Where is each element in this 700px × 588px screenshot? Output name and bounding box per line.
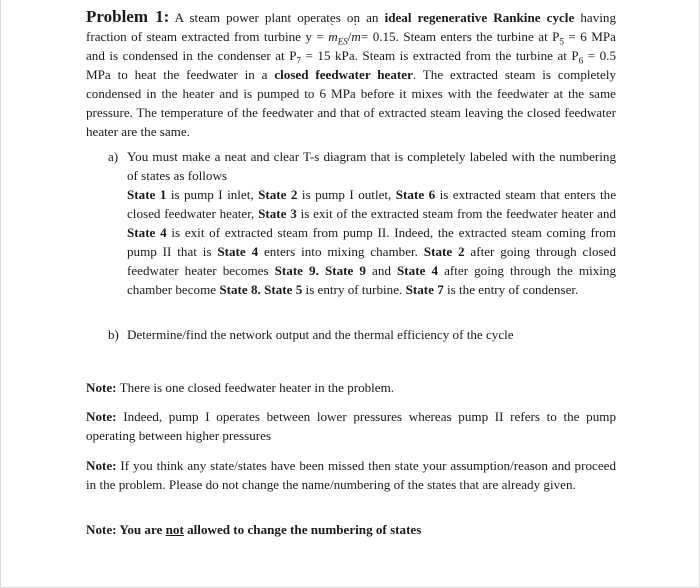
bold-text: State 7 (405, 282, 444, 297)
subscript: ES (337, 36, 348, 47)
page-border-left (0, 0, 1, 588)
question-a-label: a) (108, 149, 119, 164)
bold-text: closed feedwater heater (274, 67, 413, 82)
bold-text: ideal regenerative Rankine cycle (384, 10, 575, 25)
note-2 (86, 407, 616, 445)
note-label: Note: (86, 380, 117, 395)
text: enters into mixing chamber. (258, 244, 424, 259)
subscript: 5 (559, 36, 564, 47)
bold-text: State 2 (258, 187, 298, 202)
text: . The extracted steam is completely condensed in the heater and is pumped to 6 MPa before it mixes with the feedwater at the same pressure. The temperature of the feedwater and that of extracted steam leaving the closed feedwater heater are the same. (86, 67, 617, 139)
text: is extracted steam that enters the closed feedwater heater, (127, 187, 617, 221)
text: is exit of the extracted steam from the feedwater heater and (296, 206, 617, 221)
text: = 15 kPa. Steam is extracted from the turbine at P (300, 48, 579, 63)
bold-text: State 1 (127, 187, 167, 202)
text: is the entry of condenser. (443, 282, 579, 297)
bold-text: State 3 (258, 206, 297, 221)
question-b-text: Determine/find the network output and the thermal efficiency of the cycle (127, 327, 514, 342)
text: is exit of extracted steam from pump II. Indeed, the extracted steam coming from pump II that is (127, 225, 616, 259)
note-text: allowed to change the numbering of states (183, 522, 422, 537)
note-3 (86, 456, 616, 494)
text: is entry of turbine. (302, 282, 406, 297)
text: after going through closed feedwater heater becomes (127, 244, 617, 278)
mass-flow-symbol: m ˙ (351, 27, 360, 46)
text: A steam power plant operates on an (169, 10, 385, 25)
text: / (347, 29, 352, 44)
question-a-intro: You must make a neat and clear T-s diagram that is completely labeled with the numbering of states as follows (127, 149, 616, 183)
subscript: 6 (578, 55, 584, 66)
bold-text: State 4 (217, 244, 259, 259)
text: and (365, 263, 398, 278)
note-text: There is one closed feedwater heater in the problem. (116, 380, 395, 395)
text: after going through the mixing chamber become (127, 263, 616, 297)
bold-text: State 5 (264, 282, 303, 297)
note-4 (86, 520, 616, 539)
text: = 0.5 MPa to heat the feedwater in a (86, 48, 616, 82)
note-label: Note: You are (86, 522, 166, 537)
bold-text: State 8. (219, 282, 261, 297)
subscript: 7 (296, 55, 301, 66)
bold-text: State 9. (274, 263, 319, 278)
note-text: Indeed, pump I operates between lower pressures whereas pump II refers to the pump operating between higher pressures (86, 409, 616, 443)
note-label: Note: (86, 458, 117, 473)
mass-flow-symbol: m ˙ (328, 27, 337, 46)
note-1 (86, 378, 616, 397)
text: is pump I inlet, (166, 187, 259, 202)
note-label: Note: (86, 409, 117, 424)
state-definitions (127, 185, 616, 299)
question-b-label: b) (108, 327, 119, 342)
underlined-not: not (165, 522, 184, 537)
bold-text: State 9 (324, 263, 366, 278)
text: is pump I outlet, (297, 187, 396, 202)
question-b (108, 325, 616, 344)
note-text: If you think any state/states have been missed then state your assumption/reason and proceed in the problem. Please do not change the name/numbering of the states that are already given. (86, 458, 616, 492)
text: = 0.15. Steam enters the turbine at P (360, 29, 560, 44)
text: having fraction of steam extracted from turbine y = (86, 10, 617, 44)
bold-text: State 2 (423, 244, 465, 259)
bold-text: State 4 (127, 225, 167, 240)
bold-text: State 4 (397, 263, 438, 278)
bold-text: State 6 (395, 187, 436, 202)
text: = 6 MPa and is condensed in the condenser at P (86, 29, 616, 63)
problem-statement (86, 7, 616, 141)
question-a-body (127, 147, 616, 299)
problem-heading: Problem 1: (86, 7, 170, 26)
question-a (108, 147, 616, 299)
